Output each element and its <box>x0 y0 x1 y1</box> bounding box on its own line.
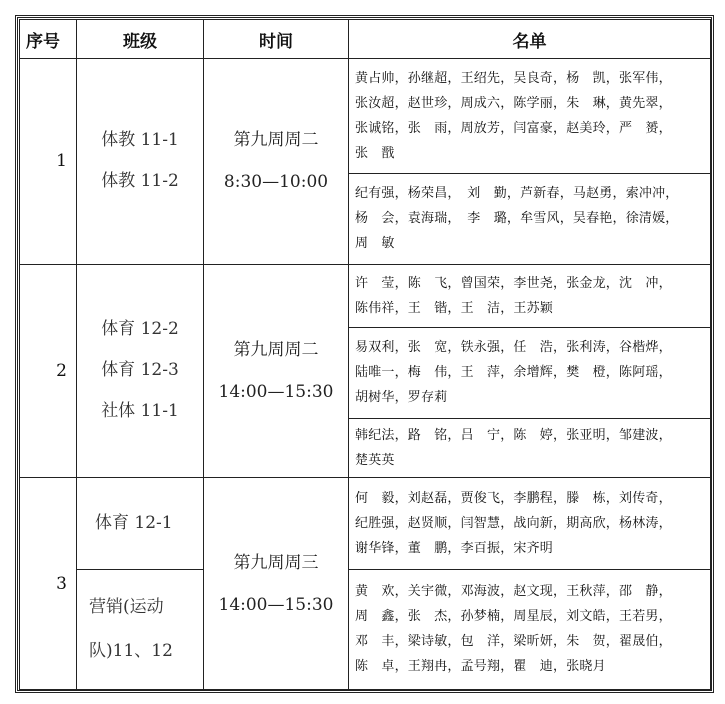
schedule-table <box>19 19 711 690</box>
header-time: 时间 <box>204 20 349 59</box>
class-name: 体教 11-2 <box>101 171 179 192</box>
names-cell <box>349 419 711 478</box>
name-line: 张 戬 <box>355 146 395 161</box>
name-line: 邓 丰，梁诗敏，包 洋，梁昕妍，朱 贺，翟晟伯， <box>355 634 672 650</box>
class-name: 体育 12-2 <box>101 319 179 340</box>
name-line: 胡树华，罗存莉 <box>355 390 448 406</box>
table-row <box>20 478 711 570</box>
time-cell <box>204 264 349 478</box>
time-cell <box>204 59 349 265</box>
seq-cell: 2 <box>20 264 77 478</box>
name-line: 楚英英 <box>355 453 395 469</box>
header-class: 班级 <box>77 20 204 59</box>
name-line: 韩纪法，路 铭，吕 宁，陈 婷，张亚明，邹建波， <box>355 428 672 444</box>
name-line: 张诚铭，张 雨，周放芳，闫富豪，赵美玲，严 赟， <box>355 121 672 136</box>
names-cell <box>349 264 711 327</box>
name-line: 易双利，张 宽，铁永强，任 浩，张利涛，谷楷烨， <box>355 340 672 356</box>
name-line: 陆唯一，梅 伟，王 萍，余增辉，樊 橙，陈阿瑶， <box>355 365 672 381</box>
class-cell <box>77 59 204 265</box>
seq-cell: 1 <box>20 59 77 265</box>
name-line: 黄占帅，孙继超，王绍先，吴良奇，杨 凯，张军伟， <box>355 71 672 86</box>
class-name: 体育 12-3 <box>101 360 179 381</box>
time-cell <box>204 478 349 690</box>
names-cell <box>349 59 711 174</box>
name-line: 周 鑫，张 杰，孙梦楠，周星辰，刘文皓，王若男， <box>355 609 672 625</box>
seq-cell: 3 <box>20 478 77 690</box>
class-cell <box>77 478 204 570</box>
names-cell <box>349 478 711 570</box>
names-cell <box>349 327 711 419</box>
class-cell <box>77 264 204 478</box>
class-name: 社体 11-1 <box>101 401 179 422</box>
name-line: 纪有强，杨荣昌， 刘 勤，芦新春，马赵勇，索冲冲， <box>355 186 679 202</box>
name-line: 许 莹，陈 飞，曾国荣，李世尧，张金龙，沈 冲， <box>355 275 672 291</box>
name-line: 何 毅，刘赵磊，贾俊飞，李鹏程，滕 栋，刘传奇， <box>355 491 672 507</box>
header-row <box>20 20 711 59</box>
names-cell <box>349 174 711 265</box>
time-range: 14:00—15:30 <box>218 594 334 615</box>
table-row <box>20 569 711 689</box>
name-line: 黄 欢，关宇微，邓海波，赵文现，王秋萍，邵 静， <box>355 584 672 600</box>
class-name: 体教 11-1 <box>101 130 179 151</box>
time-day: 第九周周二 <box>233 339 319 360</box>
name-line: 张汝超，赵世珍，周成六，陈学丽，朱 琳，黄先翠， <box>355 96 672 111</box>
table-row <box>20 59 711 174</box>
name-line: 谢华锋，董 鹏，李百振，宋齐明 <box>355 541 554 557</box>
time-day: 第九周周二 <box>233 130 319 151</box>
name-line: 杨 会，袁海瑞， 李 璐，牟雪风，吴春艳，徐清媛， <box>355 211 679 227</box>
time-range: 8:30—10:00 <box>223 172 329 193</box>
class-name: 营销(运动 <box>89 597 164 618</box>
name-line: 陈伟祥，王 锴，王 洁，王苏颖 <box>355 300 554 316</box>
name-line: 纪胜强，赵贤顺，闫智慧，战向新，期高欣，杨林涛， <box>355 516 672 532</box>
class-cell <box>77 569 204 689</box>
table-row <box>20 264 711 327</box>
time-range: 14:00—15:30 <box>218 381 334 402</box>
time-day: 第九周周三 <box>233 552 319 573</box>
name-line: 陈 卓，王翔冉，孟号翔，瞿 迪，张晓月 <box>355 659 606 675</box>
header-seq: 序号 <box>20 20 77 59</box>
names-cell <box>349 569 711 689</box>
name-line: 周 敏 <box>355 236 395 252</box>
header-names: 名单 <box>349 20 711 59</box>
class-name: 体育 12-1 <box>95 513 173 534</box>
class-name: 队)11、12 <box>89 641 173 662</box>
